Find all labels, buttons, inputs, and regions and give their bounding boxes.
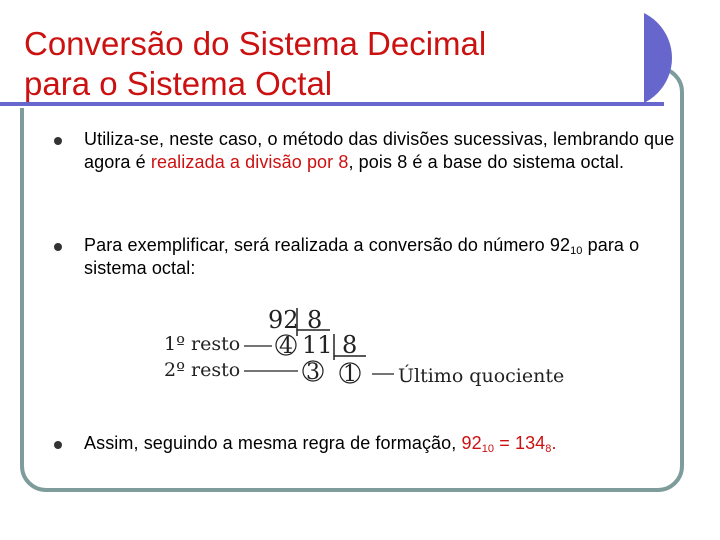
bullet-text: Utiliza-se, neste caso, o método das divisões sucessivas, lembrando que agora é <box>84 129 675 172</box>
bullet-item <box>52 128 704 174</box>
result-end: . <box>551 433 557 453</box>
result-equals: = 134 <box>494 433 546 453</box>
slide-title <box>24 24 486 104</box>
bullet-dot-icon <box>54 243 62 251</box>
bullet-text: , pois 8 é a base do sistema octal. <box>348 152 625 172</box>
bullet-dot-icon <box>54 137 62 145</box>
title-underline <box>0 102 664 106</box>
label-resto-1: 1º resto <box>164 333 241 355</box>
bullet-text: Para exemplificar, será realizada a conversão do número 92 <box>84 235 571 255</box>
bullet-highlight: realizada a divisão por 8 <box>150 152 349 172</box>
divisor-2: 8 <box>342 331 358 359</box>
quotient-1: 11 <box>302 331 333 359</box>
subscript: 8 <box>545 443 552 455</box>
divisor: 8 <box>307 306 323 334</box>
bullet-text: para o sistema octal: <box>84 235 640 278</box>
result-number: 92 <box>461 433 482 453</box>
last-quotient: 1 <box>343 362 357 387</box>
subscript: 10 <box>570 245 583 257</box>
subscript: 10 <box>481 443 495 455</box>
bullet-item <box>52 234 704 280</box>
bullet-dot-icon <box>54 441 62 449</box>
remainder-2: 3 <box>306 360 320 385</box>
label-resto-2: 2º resto <box>164 359 241 381</box>
title-bar <box>0 8 672 108</box>
title-box <box>0 8 644 108</box>
bullet-item <box>52 432 704 455</box>
title-line-1: Conversão do Sistema Decimal <box>24 25 487 62</box>
remainder-1: 4 <box>279 334 293 359</box>
division-diagram <box>160 300 570 392</box>
label-ultimo: Último quociente <box>398 365 565 387</box>
dividend: 92 <box>268 306 299 334</box>
title-line-2: para o Sistema Octal <box>24 65 333 102</box>
bullet-text: Assim, seguindo a mesma regra de formação, <box>84 433 462 453</box>
